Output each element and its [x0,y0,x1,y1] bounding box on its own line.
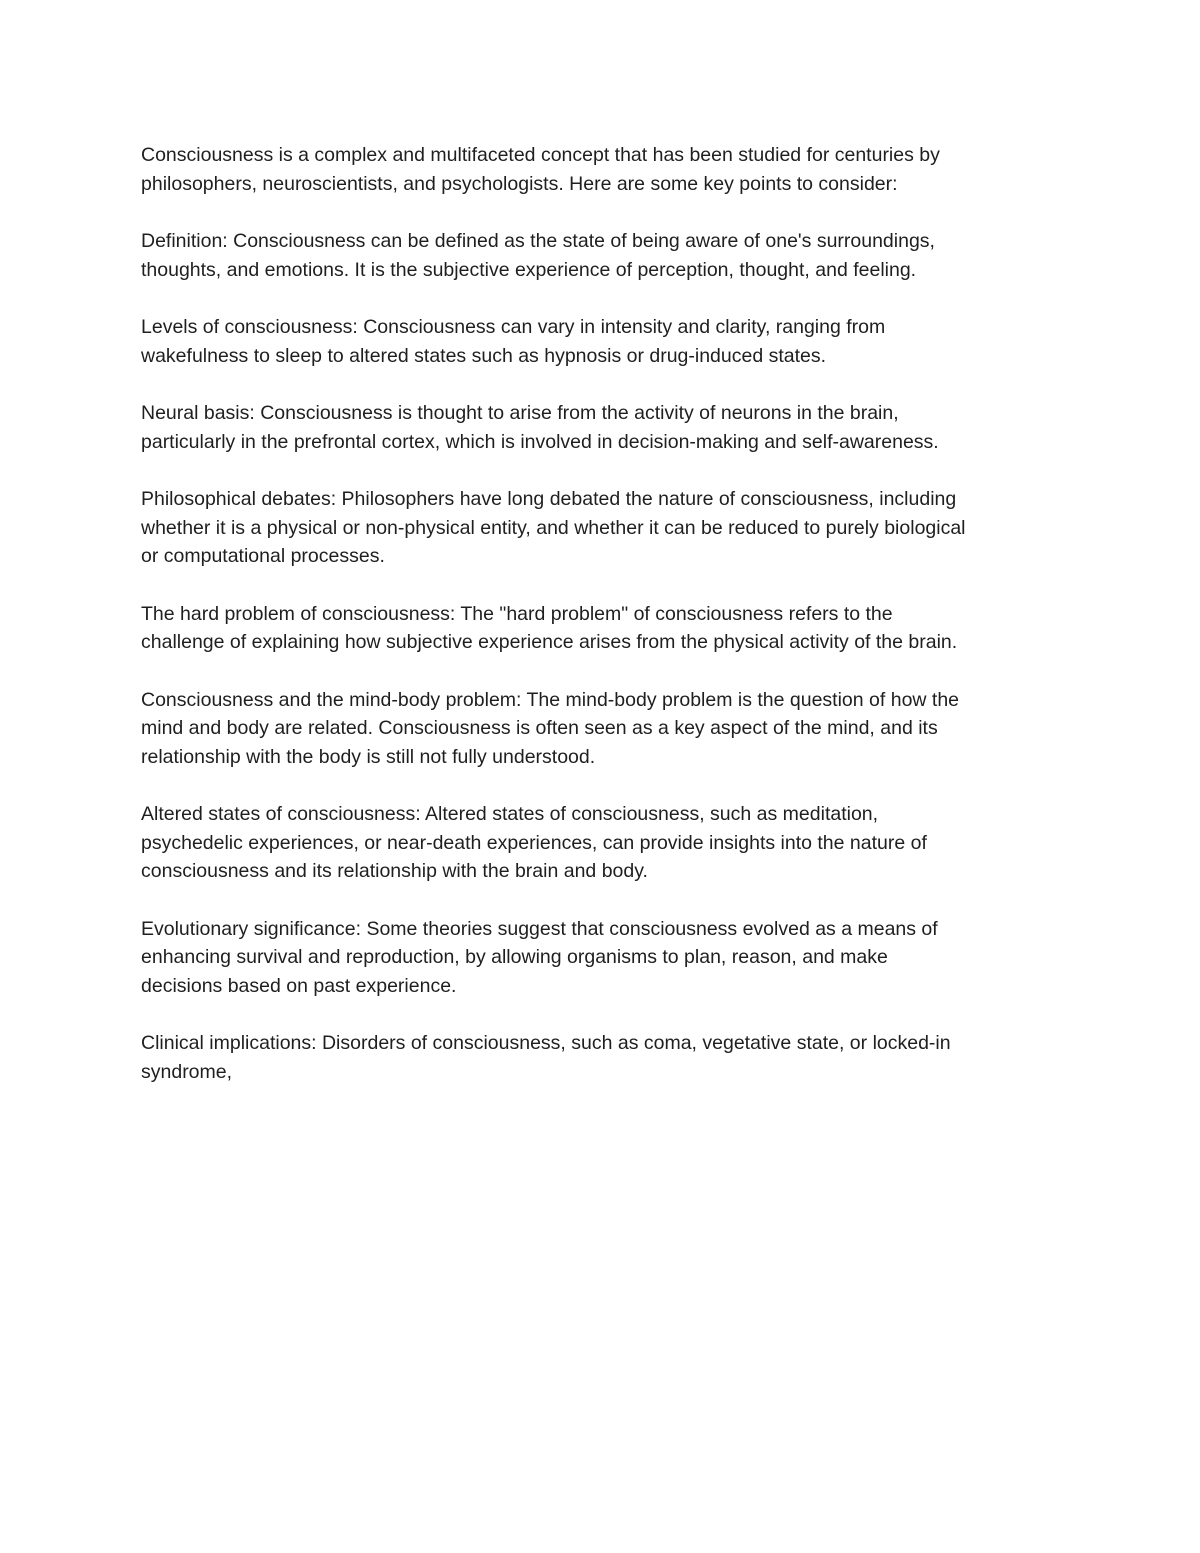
paragraph-neural-basis: Neural basis: Consciousness is thought to arise from the activity of neurons in the brain, particularly in the prefrontal cortex, which is involved in decision-making and self-awareness. [141,402,939,453]
paragraph-definition: Definition: Consciousness can be defined as the state of being aware of one's surroundings, thoughts, and emotions. It is the subjective experience of perception, thought, and feeling. [141,230,935,281]
document-body [141,141,1066,1115]
paragraph-evolutionary: Evolutionary significance: Some theories suggest that consciousness evolved as a means of enhancing survival and reproduction, by allowing organisms to plan, reason, and make decisions based on past experience. [141,917,938,997]
paragraph-clinical: Clinical implications: Disorders of consciousness, such as coma, vegetative state, or locked-in syndrome, [141,1032,951,1083]
paragraph-intro: Consciousness is a complex and multifaceted concept that has been studied for centuries by philosophers, neuroscientists, and psychologists. Here are some key points to consider: [141,144,940,195]
paragraph-levels: Levels of consciousness: Consciousness can vary in intensity and clarity, ranging from wakefulness to sleep to altered states such as hypnosis or drug-induced states. [141,316,886,367]
paragraph-mind-body: Consciousness and the mind-body problem: The mind-body problem is the question of how the mind and body are related. Consciousness is often seen as a key aspect of the mind, and its relationship with the body is still not fully understood. [141,688,960,768]
paragraph-philosophical-debates: Philosophical debates: Philosophers have long debated the nature of consciousness, including whether it is a physical or non-physical entity, and whether it can be reduced to purely biological or computational processes. [141,488,966,567]
paragraph-altered-states: Altered states of consciousness: Altered states of consciousness, such as meditation, psychedelic experiences, or near-death experiences, can provide insights into the nature of consciousness and its relationship with the brain and body. [141,803,927,882]
paragraph-hard-problem: The hard problem of consciousness: The "hard problem" of consciousness refers to the challenge of explaining how subjective experience arises from the physical activity of the brain. [141,602,958,653]
